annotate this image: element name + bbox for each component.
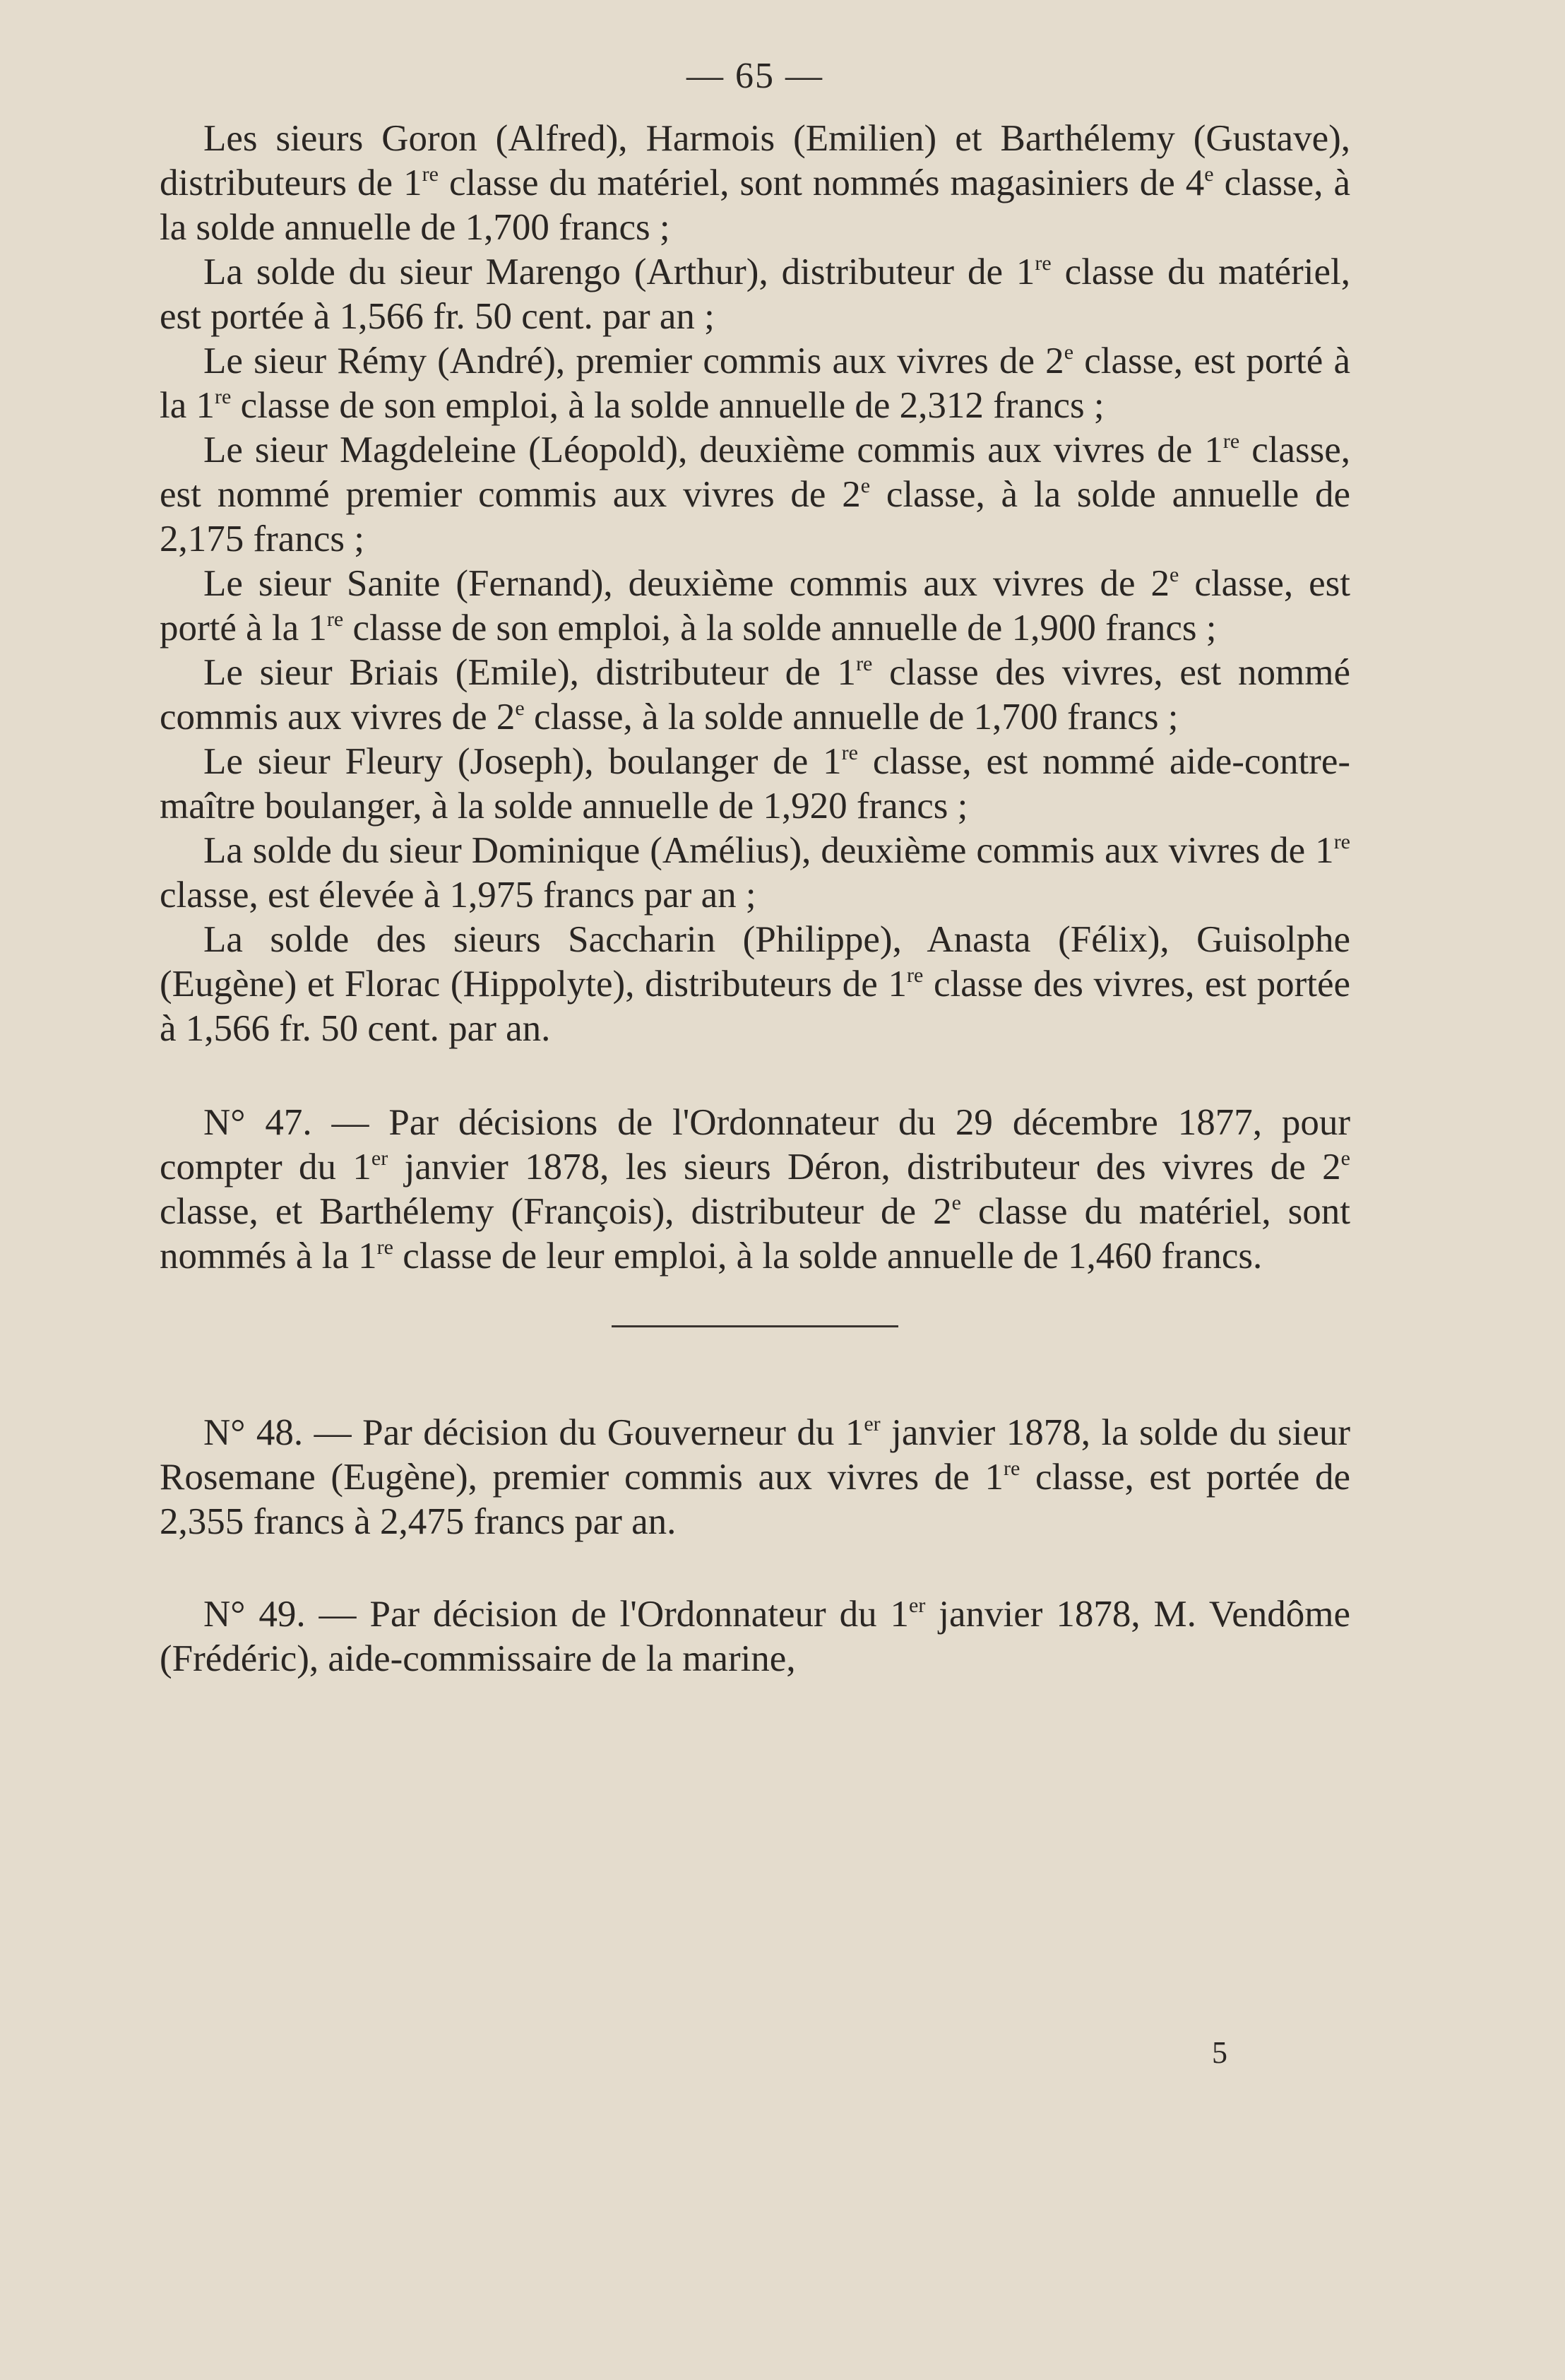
decision-49 <box>160 1592 1350 1681</box>
paragraph: Le sieur Fleury (Joseph), boulanger de 1re classe, est nommé aide-contre-maître boulanger, à la solde annuelle de 1,920 francs ; <box>160 741 1350 827</box>
paragraph: Les sieurs Goron (Alfred), Harmois (Emilien) et Barthélemy (Gustave), distributeurs de 1re classe du matériel, sont nommés magasiniers de 4e classe, à la solde annuelle de 1,700 francs ; <box>160 118 1351 248</box>
intro-paragraphs <box>160 117 1350 1051</box>
decision-48 <box>160 1411 1350 1544</box>
paragraph: La solde du sieur Dominique (Amélius), deuxième commis aux vivres de 1re classe, est élevée à 1,975 francs par an ; <box>160 830 1350 916</box>
paragraph: Le sieur Rémy (André), premier commis aux vivres de 2e classe, est porté à la 1re classe de son emploi, à la solde annuelle de 2,312 francs ; <box>160 341 1350 426</box>
signature-mark: 5 <box>1212 2035 1227 2070</box>
paragraph: N° 48. — Par décision du Gouverneur du 1er janvier 1878, la solde du sieur Rosemane (Eugène), premier commis aux vivres de 1re classe, est portée de 2,355 francs à 2,475 francs par an. <box>160 1412 1351 1542</box>
section-divider <box>612 1325 898 1327</box>
paragraph: N° 47. — Par décisions de l'Ordonnateur du 29 décembre 1877, pour compter du 1er janvier 1878, les sieurs Déron, distributeur des vivres de 2e classe, et Barthélemy (François), distributeur de 2e classe du matériel, sont nommés à la 1re classe de leur emploi, à la solde annuelle de 1,460 francs. <box>160 1102 1350 1277</box>
paragraph: La solde des sieurs Saccharin (Philippe), Anasta (Félix), Guisolphe (Eugène) et Florac (Hippolyte), distributeurs de 1re classe des vivres, est portée à 1,566 fr. 50 cent. par an. <box>160 919 1350 1049</box>
decision-47 <box>160 1101 1350 1279</box>
paragraph: La solde du sieur Marengo (Arthur), distributeur de 1re classe du matériel, est portée à 1,566 fr. 50 cent. par an ; <box>160 251 1350 337</box>
paragraph: Le sieur Briais (Emile), distributeur de 1re classe des vivres, est nommé commis aux vivres de 2e classe, à la solde annuelle de 1,700 francs ; <box>160 652 1350 738</box>
paragraph: N° 49. — Par décision de l'Ordonnateur du 1er janvier 1878, M. Vendôme (Frédéric), aide-commissaire de la marine, <box>160 1594 1350 1679</box>
paragraph: Le sieur Sanite (Fernand), deuxième commis aux vivres de 2e classe, est porté à la 1re classe de son emploi, à la solde annuelle de 1,900 francs ; <box>160 563 1350 649</box>
paragraph: Le sieur Magdeleine (Léopold), deuxième commis aux vivres de 1re classe, est nommé premier commis aux vivres de 2e classe, à la solde annuelle de 2,175 francs ; <box>160 430 1350 560</box>
page-number: — 65 — <box>686 56 823 96</box>
